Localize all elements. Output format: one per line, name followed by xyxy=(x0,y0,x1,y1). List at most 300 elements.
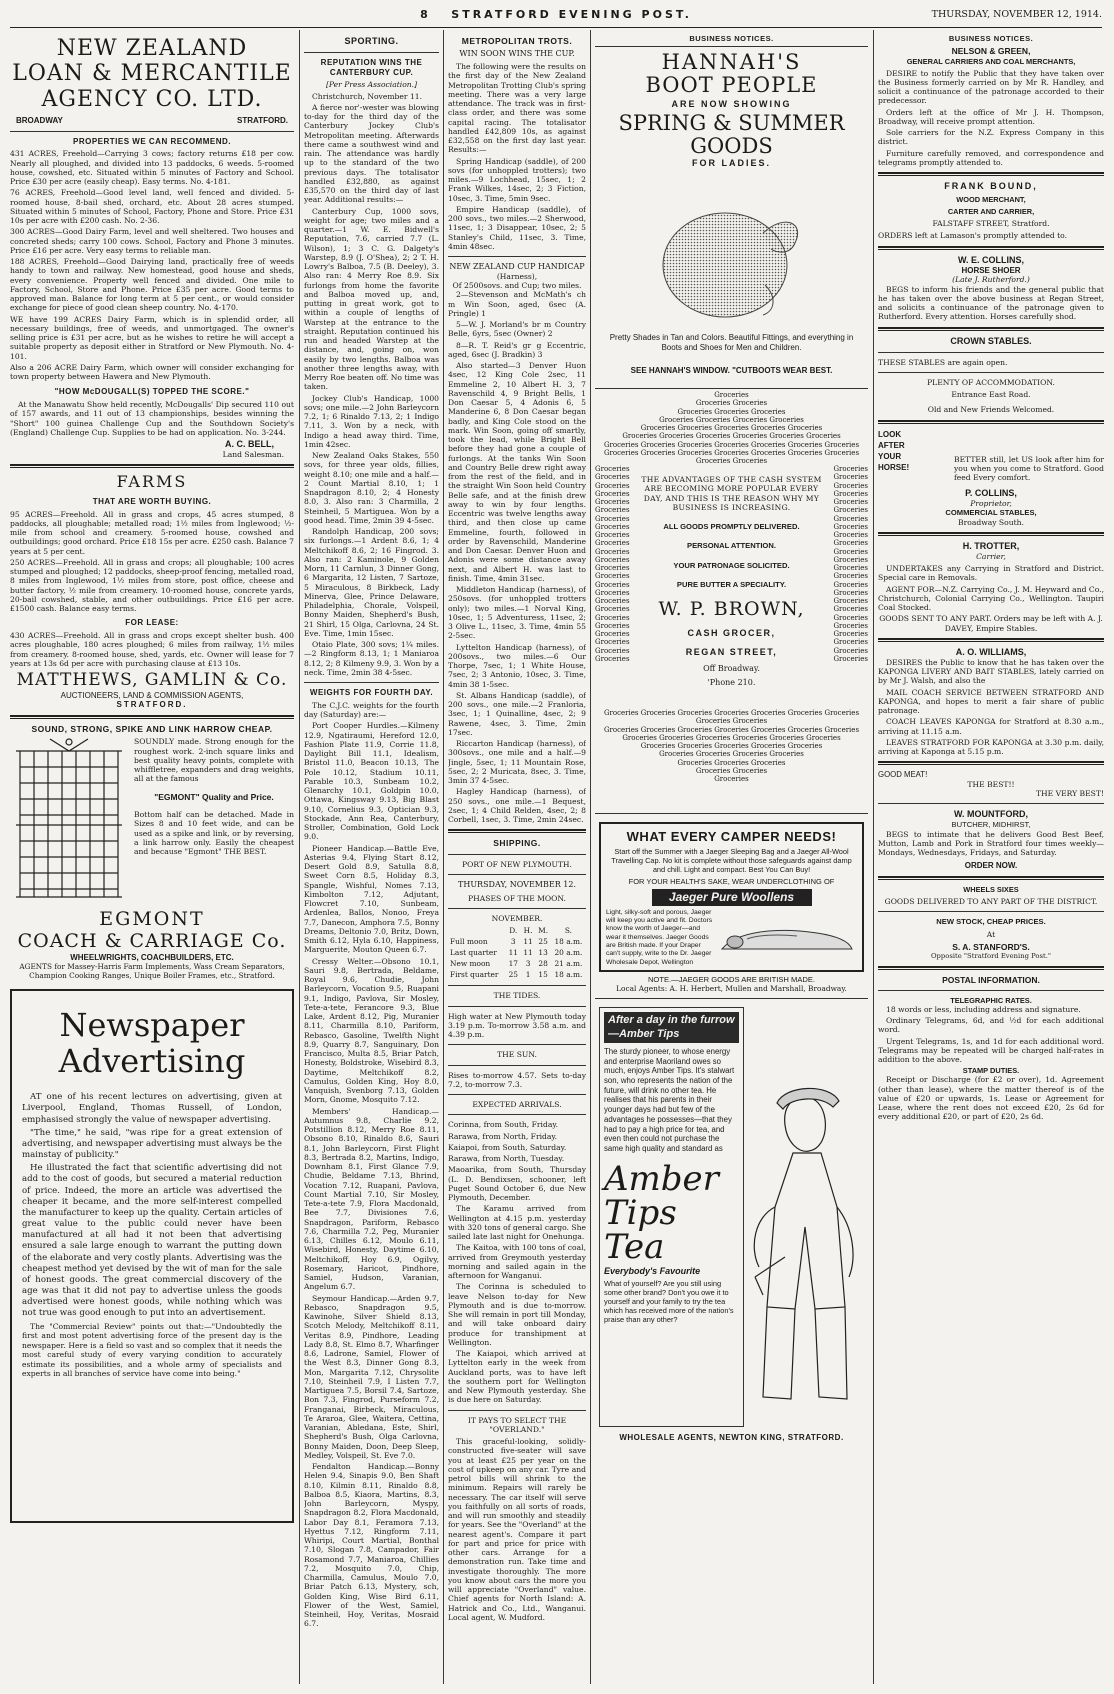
hannahs-slogan: SEE HANNAH'S WINDOW. "CUTBOOTS WEAR BEST. xyxy=(630,366,833,376)
bound-text: ORDERS left at Lamason's promptly attended to. xyxy=(878,231,1068,241)
result-paragraph: St. Albans Handicap (saddle), of 200 sovs., one mile.—2 Franloria, 3sec, 1; 1 Quinalline, 4sec, 2; 9 Rawene, 4sec, 3. Time, 2min 17sec. xyxy=(448,690,586,737)
jaeger-brand: Jaeger Pure Woollens xyxy=(652,889,812,906)
amber-headline: After a day in the furrow—Amber Tips xyxy=(604,1012,739,1042)
hat-illustration xyxy=(645,193,815,323)
article-paragraph: The "Commercial Review" points out that:—"Undoubtedly the first and most potent advertising force of the present day is the newspaper. Here is a field so vast and so complex that it needs the most careful study of every varying condition to accurately estimate its possibilities, and a whole army of specialists and experts in all branches of service have come into being." xyxy=(22,1321,282,1379)
groceries-word: Groceries xyxy=(833,522,868,531)
property-listing: 188 ACRES, Freehold—Good Dairying land, practically free of weeds handy to town and railway. New homestead, good house and sheds, every convenience. Property well fenced and divided. One mile to Factory, School, Store and Phone. Price £35 per acre. Good terms to approved man. Balance for long term at 5 per cent., or would consider exchange for piece of good clean sheep country. No. 4-170. xyxy=(10,257,294,313)
nelson-text: Furniture carefully removed, and correspondence and telegrams promptly attended to. xyxy=(878,148,1104,167)
article-paragraph: Randolph Handicap, 200 sovs; six furlongs.—1 Ardent 8.6, 1; 4 Meltchikoff 8.6, 2; 16 Fingrod. 3. Also ran: 2 Kaminole, 9 Golden Morn, 11 Carnlun, 3 Dinner Gong, 6 Margarita, 12 Listen, 7 Sartoze, 5 Miraculous, 8 Birkbeck, Lady Minerva, Glee, Prince Delaware, Philadelphia, Chorale, Volspeil, Bonny Maiden, Shepherd's Bush, 21 Shirl, 15 Olga, Carlovna, 24 St. Eve. Time, 1min 15sec. xyxy=(304,527,439,638)
groceries-word: Groceries xyxy=(595,621,630,630)
brown-line: ALL GOODS PROMPTLY DELIVERED. xyxy=(663,522,800,532)
auctioneer-town: STRATFORD. xyxy=(116,700,188,710)
result-paragraph: Riccarton Handicap (harness), of 300sovs., one mile and a half.—9 Jingle, 5sec, 1; 11 Mountain Rose, 5sec, 2; 2 Muricata, 8sec, 3. Time, 3min 37 4-5sec. xyxy=(448,739,586,786)
groceries-word: Groceries xyxy=(833,555,868,564)
nelson-text: Sole carriers for the N.Z. Express Company in this district. xyxy=(878,128,1104,147)
harrow-tagline: "EGMONT" Quality and Price. xyxy=(154,791,274,802)
sleeping-bag-illustration xyxy=(717,909,857,961)
trotter-text: AGENT FOR—N.Z. Carrying Co., J. M. Heyward and Co., Christchurch, Colonial Carrying Co., Wellington. Taupiri Coal Stocked. xyxy=(878,584,1104,613)
williams-text: DESIRES the Public to know that he has taken over the KAPONGA LIVERY AND BAIT STABLES, lately carried on by Mr J. Walsh, and also the xyxy=(878,657,1104,686)
mountford-text: BEGS to intimate that he delivers Good Best Beef, Mutton, Lamb and Pork in Stratford four times weekly—Mondays, Wednesdays, Fridays, and Saturday. xyxy=(878,829,1104,858)
moon-row xyxy=(448,969,586,980)
look-after-horse-ad xyxy=(878,429,1104,485)
bound-trade: WOOD MERCHANT, xyxy=(956,195,1026,204)
crown-line: PLENTY OF ACCOMMODATION. xyxy=(927,377,1055,387)
postal-text: Urgent Telegrams, 1s, and 1d for each additional word. Telegrams may be repeated will be charged half-rates in addition to the above. xyxy=(878,1036,1104,1065)
article-heading: WIN SOON WINS THE CUP. xyxy=(459,49,575,59)
moon-col-header: D. xyxy=(509,926,518,936)
shipping-date: THURSDAY, NOVEMBER 12. xyxy=(458,879,576,889)
jaeger-health: FOR YOUR HEALTH'S SAKE, WEAR UNDERCLOTHING OF xyxy=(628,877,835,887)
result-paragraph: Lyttelton Handicap (harness), of 200sovs., two miles.—6 Our Thorpe, 7sec, 1; 1 White House, 7sec, 2; 3 Antonio, 10sec, 3. Time, 4min 38 1-5sec. xyxy=(448,642,586,689)
tides-heading: THE TIDES. xyxy=(493,991,541,1001)
groceries-word: Groceries xyxy=(833,531,868,540)
groceries-word: Groceries xyxy=(595,514,630,523)
hannahs-title: HANNAH'S xyxy=(661,50,802,75)
masthead xyxy=(10,8,1102,24)
stanford-at: At xyxy=(986,929,996,939)
property-listing: Also a 206 ACRE Dairy Farm, which owner will consider exchanging for town property between Hawera and New Plymouth. xyxy=(10,362,294,382)
address-left: BROADWAY xyxy=(16,115,63,125)
moon-cell: 1 xyxy=(525,970,531,980)
cup-heading-3: Of 2500sovs. and Cup; two miles. xyxy=(452,281,582,291)
result-paragraph: 8—R. T. Reid's gr g Eccentric, aged, 6sec (J. Bradkin) 3 xyxy=(448,340,586,359)
farms-list xyxy=(10,510,294,614)
groceries-word: Groceries xyxy=(833,588,868,597)
amber-frame xyxy=(599,1007,744,1427)
page-number: 8 xyxy=(420,8,431,21)
groceries-line: Groceries Groceries Groceries xyxy=(677,407,786,416)
amber-question: What of yourself? Are you still using some other brand? Don't you owe it to yourself and your family to try the tea which has received more of the nation's praise than any other? xyxy=(604,1278,734,1324)
article-paragraph: "The time," he said, "was ripe for a great extension of advertising, and newspaper advertising must always be the mainstay of publicity." xyxy=(22,1127,282,1161)
bound-trade: CARTER AND CARRIER, xyxy=(947,207,1035,217)
crown-line: Entrance East Road. xyxy=(951,390,1031,399)
moon-cell: 11 xyxy=(508,948,518,958)
article-heading: REPUTATION WINS THE CANTERBURY CUP. xyxy=(320,57,423,77)
brown-off: Off Broadway. xyxy=(703,663,760,673)
masthead-rule xyxy=(10,27,1102,28)
stanford-name: S. A. STANFORD'S. xyxy=(952,941,1030,952)
sporting-article xyxy=(304,92,439,678)
mountford-cta: ORDER NOW. xyxy=(964,861,1018,871)
column-divider xyxy=(443,30,444,1684)
postal-text: 18 words or less, including address and signature. xyxy=(886,1004,1081,1014)
jaeger-headline: WHAT EVERY CAMPER NEEDS! xyxy=(626,829,837,845)
moon-cell: 11 xyxy=(523,937,533,947)
crown-line: Old and New Friends Welcomed. xyxy=(927,405,1055,415)
shipping-paragraph: The Karamu arrived from Wellington at 4.15 p.m. yesterday with 320 tons of general cargo. She sailed late last night for Onehunga. xyxy=(448,1204,586,1242)
moon-cell: Full moon xyxy=(450,937,488,947)
groceries-word: Groceries xyxy=(833,498,868,507)
groceries-word: Groceries xyxy=(833,465,868,474)
property-listing: 431 ACRES, Freehold—Carrying 3 cows; factory returns £18 per cow. Nearly all ploughed, and divided into 13 paddocks, 6 weeds. 5-roomed house, cowshed, etc. Situated within 5 minutes of Factory and School. Price £30 per acre (easily cheap). Easy terms. No. 4-181. xyxy=(10,149,294,187)
article-paragraph: The C.J.C. weights for the fourth day (Saturday) are:— xyxy=(304,700,439,720)
arrivals-list xyxy=(448,1120,586,1202)
collins-late: (Late J. Rutherford.) xyxy=(952,275,1030,285)
look-line: YOUR xyxy=(878,451,902,461)
brown-claim: THE ADVANTAGES OF THE CASH SYSTEM ARE BECOMING MORE POPULAR EVERY DAY, AND THIS IS THE REASON WHY MY BUSINESS IS INCREASING. xyxy=(641,475,822,512)
nelson-text: Orders left at the office of Mr J. H. Thompson, Broadway, will receive prompt attention. xyxy=(878,107,1104,126)
hannahs-sub: ARE NOW SHOWING xyxy=(671,99,792,110)
moon-cell: 18 a.m. xyxy=(554,970,583,980)
trotter-name: H. TROTTER, xyxy=(962,540,1020,551)
groceries-word: Groceries xyxy=(595,489,630,498)
arrival-item: Rarawa, from North, Friday. xyxy=(448,1131,558,1141)
williams-name: A. O. WILLIAMS, xyxy=(955,646,1027,657)
groceries-line: Groceries Groceries Groceries Groceries Groceries Groceries Groceries Groceries Groceries xyxy=(603,448,860,466)
moon-row xyxy=(448,958,586,969)
moon-cell: Last quarter xyxy=(450,948,497,958)
trotter-text: UNDERTAKES any Carrying in Stratford and District. Special care in Removals. xyxy=(878,564,1104,583)
hannahs-title-2: BOOT PEOPLE xyxy=(645,73,818,98)
amber-body: The sturdy pioneer, to whose energy and enterprise Maoriland owes so much, enjoys Amber Tips. It's stalwart son, who represents the nation of the future, will drink no other tea. He realises that his parents in their younger days had but few of the advantages he possesses—that they had to pay a high price for tea, and even then could not purchase the same high quality and standard as xyxy=(604,1046,735,1154)
shipping-heading: SHIPPING. xyxy=(493,838,541,849)
tides-text: High water at New Plymouth today 3.19 p.m. To-morrow 3.58 a.m. and 4.39 p.m. xyxy=(448,1011,586,1040)
farms-subtitle: THAT ARE WORTH BUYING. xyxy=(92,496,212,506)
groceries-word: Groceries xyxy=(833,638,868,647)
moon-cell: New moon xyxy=(450,959,491,969)
mountford-trade: BUTCHER, MIDHIRST, xyxy=(951,820,1031,830)
groceries-line: Groceries Groceries Groceries Groceries Groceries Groceries Groceries Groceries Groceries xyxy=(603,709,860,726)
cup-heading-2: (Harness), xyxy=(496,271,538,281)
section-heading: BUSINESS NOTICES. xyxy=(689,34,774,43)
moon-col-header: S. xyxy=(564,926,572,936)
groceries-word: Groceries xyxy=(833,621,868,630)
groceries-word: Groceries xyxy=(833,630,868,639)
groceries-word: Groceries xyxy=(595,580,630,589)
overland-heading: IT PAYS TO SELECT THE "OVERLAND." xyxy=(467,1415,567,1434)
arrival-item: Kaiapoi, from South, Saturday. xyxy=(448,1142,567,1152)
groceries-word: Groceries xyxy=(595,547,630,556)
properties-heading: PROPERTIES WE CAN RECOMMEND. xyxy=(72,136,231,146)
collins-trade: HORSE SHOER xyxy=(961,265,1021,275)
newspaper-title: STRATFORD EVENING POST. xyxy=(451,8,692,21)
result-paragraph: Middleton Handicap (harness), of 250sovs. (for unhoppled trotters only); two miles.—1 Norval King, 10sec, 1; 5 Adventuress, 11sec, 2; 3 Olive L., 11sec, 3. Time, 4min 55 2-5sec. xyxy=(448,585,586,641)
result-paragraph: 5—W. J. Morland's br m Country Belle, 6yrs, 5sec (Owner) 2 xyxy=(448,320,586,339)
jaeger-body: Light, silky-soft and porous, Jaeger will keep you active and fit. Doctors know the worth of Jaeger—and wear it themselves. Jaeger Goods are British made. If your Draper can't supply, write to the Dr. Jaeger Wholesale Depot, Wellington xyxy=(606,908,713,966)
jaeger-local: Local Agents: A. H. Herbert, Mullen and Marshall, Broadway. xyxy=(616,984,847,994)
loan-agency-ad xyxy=(10,36,294,459)
shipping-paragraph: The Kaitoa, with 100 tons of coal, arrived from Greymouth yesterday morning and sailed again in the afternoon for Wanganui. xyxy=(448,1243,586,1281)
stamp-heading: STAMP DUTIES. xyxy=(962,1066,1020,1076)
brown-grocer-ad xyxy=(595,391,868,811)
groceries-line: Groceries Groceries Groceries Groceries Groceries Groceries Groceries xyxy=(603,440,860,449)
jaeger-note: NOTE.—JAEGER GOODS ARE BRITISH MADE. xyxy=(647,975,816,985)
moon-cell: 13 xyxy=(538,948,548,958)
column-divider xyxy=(873,30,874,1684)
score-heading: "HOW McDOUGALL(S) TOPPED THE SCORE." xyxy=(54,387,250,397)
moon-cell: 28 xyxy=(538,959,548,969)
groceries-word: Groceries xyxy=(595,564,630,573)
article-paragraph: Canterbury Cup, 1000 sovs, weight for age; two miles and a quarter.—1 W. E. Bidwell's Reputation, 7.6, carried 7.7 (L. Wilson), 1; 3 C. G. Dalgety's Warstep, 8.9 (J. O'Shea), 2; 2 T. H. Lowry's Balboa, 7.5 (B. Deeley), 3. Also ran: 4 Merry Roe 8.9. Six furlongs from home the favorite and Balboa moved up, and, putting in great work, got to within a couple of lengths of Warstep at the entrance to the straight. Reputation continued his run and headed Warstep at the distance, and, going on, won easily by two lengths. Balboa was another three lengths away, with Merry Roe beaten off. No time was taken. xyxy=(304,206,439,392)
groceries-word: Groceries xyxy=(833,605,868,614)
groceries-line: Groceries xyxy=(714,775,749,784)
signature: A. C. BELL, xyxy=(225,439,274,450)
brown-name: W. P. BROWN, xyxy=(658,598,805,621)
look-line: AFTER xyxy=(878,440,905,450)
groceries-word: Groceries xyxy=(833,547,868,556)
cup-results xyxy=(448,290,586,824)
article-paragraph: Empire Handicap (saddle), of 200 sovs., two miles.—2 Sherwood, 11sec, 1; 3 Disappear, 10sec, 2; 5 Stanley's Child, 11sec, 3. Time, 4min 48sec. xyxy=(448,204,586,251)
groceries-word: Groceries xyxy=(595,630,630,639)
pcollins-address: Broadway South. xyxy=(958,517,1024,527)
result-paragraph: Hagley Handicap (harness), of 250 sovs., one mile.—1 Bequest, 2sec, 1; 4 Child Relden, 4sec, 2; 8 Corbell, 1sec, 3. Time, 2min 24sec. xyxy=(448,787,586,825)
meat-line: THE VERY BEST! xyxy=(1035,789,1104,799)
signature-title: Land Salesman. xyxy=(222,450,284,460)
stanford-line: WHEELS SIXES xyxy=(963,885,1019,895)
look-text: BETTER still, let US look after him for you when you come to Stratford. Good feed Every comfort. xyxy=(954,454,1104,482)
shipping-paragraph: The Corinna is scheduled to leave Nelson to-day for New Plymouth and is due to-morrow. She will remain in port till Monday, and will take onboard dairy produce for transhipment at Wellington. xyxy=(448,1282,586,1347)
ad-heading: AGENCY CO. LTD. xyxy=(41,86,263,112)
brown-line: YOUR PATRONAGE SOLICITED. xyxy=(673,560,790,570)
groceries-word: Groceries xyxy=(595,531,630,540)
groceries-line: Groceries Groceries Groceries xyxy=(677,758,786,767)
property-listing: 76 ACRES, Freehold—Good level land, well fenced and divided. 5-roomed house, 8-bail shed, orchard, etc. About 28 acres stumped. Situated within 5 minutes of School, Factory, Phone and Store. Price £31 10s per acre with £200 cash. No. 2-36. xyxy=(10,188,294,226)
result-paragraph: 2—Stevenson and McMath's ch m Win Soon, aged, 6sec (A. Pringle) 1 xyxy=(448,290,586,318)
groceries-word: Groceries xyxy=(595,522,630,531)
farm-listing: 250 ACRES—Freehold. All in grass and crops; all ploughable; 100 acres stumped and ploughed; 12 paddocks, sheep-proof fencing, metalled road, 8 miles from Inglewood, 1½ miles from store, post office, cheese and butter factory, ½ mile from creamery. 10-roomed house, concrete yards, 20-bail cowshed, stable, and other outbuildings. Price £16 per acre. £1500 cash. Balance easy terms. xyxy=(10,557,294,613)
article-title-2: Advertising xyxy=(58,1042,246,1081)
moon-cell: 11 xyxy=(523,948,533,958)
groceries-word: Groceries xyxy=(595,506,630,515)
hannahs-goods: GOODS xyxy=(690,134,773,159)
groceries-word: Groceries xyxy=(833,506,868,515)
groceries-line: Groceries xyxy=(714,391,749,400)
egmont-subtitle: COACH & CARRIAGE Co. xyxy=(17,930,287,953)
meat-line: GOOD MEAT! xyxy=(878,770,928,780)
ad-heading: LOAN & MERCANTILE xyxy=(12,61,292,87)
groceries-line: Groceries Groceries Groceries Groceries xyxy=(659,750,804,759)
moon-cell: 17 xyxy=(508,959,518,969)
farm-listing: 95 ACRES—Freehold. All in grass and crops, 45 acres stumped, 8 paddocks, all ploughable; metalled road; 1½ miles from Inglewood; ½-mile from school and creamery. 5-roomed house, cowshed and outbuildings; good orchard. Price £18 15s per acre. £250 cash. Balance 7 years at 5 per cent. xyxy=(10,509,294,556)
groceries-word: Groceries xyxy=(833,646,868,655)
article-paragraph: New Zealand Oaks Stakes, 550 sovs, for three year olds, fillies, weight 8.10; one mile and a half.—2 Count Martial 8.10, 1; 1 Snapdragon 8.10, 2; 4 Honesty 8.0, 3. Also ran: 3 Charmilla, 2 Steinheil, 5 Martiguea. Won by a good head. Time, 2min 39 4-5sec. xyxy=(304,451,439,525)
moon-row xyxy=(448,936,586,947)
bound-address: FALSTAFF STREET, Stratford. xyxy=(932,219,1050,229)
amber-brand: Amber Tips Tea xyxy=(604,1158,719,1267)
groceries-word: Groceries xyxy=(595,481,630,490)
groceries-word: Groceries xyxy=(833,539,868,548)
moon-col-header: H. xyxy=(523,926,533,936)
harrow-heading: SOUND, STRONG, SPIKE AND LINK HARROW CHEAP. xyxy=(31,724,273,735)
shipping-news xyxy=(448,1204,586,1404)
column-1 xyxy=(10,30,294,1685)
agency-address xyxy=(16,116,288,126)
groceries-word: Groceries xyxy=(595,646,630,655)
moon-cell: 3 xyxy=(525,959,531,969)
collins-name: W. E. COLLINS, xyxy=(957,254,1024,265)
article-paragraph: He illustrated the fact that scientific advertising did not add to the cost of goods, but secured a material reduction of price. Indeed, the more an article was advertised the cheaper it became, and the more self-interest compelled the manufacturer to keep up the quality. Certain articles of great value to the public could never have been manufactured at all had it not been that advertising ensured a sale large enough to warrant the putting down of the elaborate and very costly plants. Advertising was the cheapest method yet devised by the wit of man for the sale of honest goods. The great commercial discovery of the age was that it did not pay to advertise unless the goods advertised were honest goods, while nothing which was not true was good enough to put into an advertisement. xyxy=(22,1163,282,1319)
lease-text: 430 ACRES—Freehold. All in grass and crops except shelter bush. 400 acres ploughable, 180 acres ploughed; 6 miles from railway, 1½ miles from creamery. 8-roomed house, shed, yards, etc. Owner will lease for 7 years at 13s 6d per acre with purchasing clause at £13 10s. xyxy=(10,631,294,668)
groceries-word: Groceries xyxy=(833,572,868,581)
brown-phone: 'Phone 210. xyxy=(707,677,756,687)
stanford-text: GOODS DELIVERED TO ANY PART OF THE DISTRICT. xyxy=(884,897,1098,907)
egmont-title: EGMONT xyxy=(99,908,205,931)
byline: [Per Press Association.] xyxy=(325,80,418,90)
farmer-illustration xyxy=(745,1057,865,1427)
crown-name: CROWN STABLES. xyxy=(950,335,1032,346)
article-paragraph: The following were the results on the first day of the New Zealand Metropolitan Trotting Club's spring meeting. There was a very large attendance. The track was in first-class order, and there was some capital racing. The totalisator handled £42,809 10s, as against £32,558 on the first day last year. Results:— xyxy=(448,62,586,155)
jaeger-ad xyxy=(599,822,864,972)
egmont-trades: WHEELWRIGHTS, COACHBUILDERS, ETC. xyxy=(70,953,234,963)
moon-cell: 21 a.m. xyxy=(554,959,583,969)
sun-heading: THE SUN. xyxy=(497,1050,537,1060)
overland-text: This graceful-looking, solidly-constructed five-seater will save you at least £25 per year on the cost of upkeep on any car. Tyre and petrol bills will shrink to the minimum. Repairs will rarely be necessary. The car itself will serve you faithfully on all sorts of roads, and will run smoothly and steadily for years. See the "Overland" at the nearest agent's. Compare it part for part and price for price with other cars. Arrange for a demonstration run. Take time and investigate thoroughly. The more you know about cars the more you will appreciate "Overland" value. Chief agents for North Island: A. Hatrick and Co., Ltd., Wanganui. Local agent, W. Mudford. xyxy=(448,1437,586,1622)
moon-month: NOVEMBER. xyxy=(491,913,543,923)
look-line: HORSE! xyxy=(878,463,910,473)
mountford-name: W. MOUNTFORD, xyxy=(954,809,1028,820)
moon-cell: 25 xyxy=(508,970,518,980)
column-2 xyxy=(304,30,439,1685)
article-heading: WEIGHTS FOR FOURTH DAY. xyxy=(309,688,434,698)
collins-text: BEGS to inform his friends and the general public that he has taken over the above business at Regan Street, and solicits a continuance of the patronage given to Rutherford. Every attention. Horses carefully shod. xyxy=(878,284,1104,322)
williams-text: MAIL COACH SERVICE BETWEEN STRATFORD AND KAPONGA, and hopes to merit a fair share of public patronage. xyxy=(878,687,1104,716)
look-line: LOOK xyxy=(878,429,902,439)
pcollins-name: P. COLLINS, xyxy=(965,488,1017,499)
harrow-text-2: Bottom half can be detached. Made in Sizes 8 and 10 feet wide, and can be used as a spike and link, or by reversing, a link harrow only. Easily the cheapest and because "Egmont" THE BEST. xyxy=(134,810,294,857)
lease-heading: FOR LEASE: xyxy=(125,618,179,628)
moon-col-header: M. xyxy=(538,926,549,936)
newspaper-advertising-article xyxy=(10,989,294,1523)
nelson-name: NELSON & GREEN, xyxy=(951,46,1031,57)
groceries-line: Groceries Groceries xyxy=(695,399,768,408)
trots-article xyxy=(448,62,586,251)
column-divider xyxy=(299,30,300,1684)
groceries-word: Groceries xyxy=(833,514,868,523)
groceries-word: Groceries xyxy=(595,638,630,647)
farms-title: FARMS xyxy=(116,472,188,492)
auctioneer-name: MATTHEWS, GAMLIN & Co. xyxy=(16,670,288,690)
pcollins-stables: COMMERCIAL STABLES, xyxy=(945,508,1037,518)
groceries-line: Groceries Groceries Groceries Groceries xyxy=(659,415,804,424)
jaeger-sub: Start off the Summer with a Jaeger Sleeping Bag and a Jaeger All-Wool Travelling Cap. No kit is complete without those safeguards against damp and chill. Light and compact. Best You Can Buy! xyxy=(611,847,852,875)
hannahs-season: SPRING & SUMMER xyxy=(618,111,845,136)
amber-tips-ad xyxy=(595,1007,868,1447)
harrow-ad xyxy=(10,724,294,981)
moon-heading: PHASES OF THE MOON. xyxy=(468,893,566,903)
groceries-line: Groceries Groceries Groceries Groceries Groceries Groceries xyxy=(622,432,841,441)
weights-article xyxy=(304,701,439,1629)
article-paragraph: Cressy Welter.—Obsono 10.1, Sauri 9.8, Bertrada, Beldame, Royal 9.6, Chudie, John Barleycorn, Vocation 9.5, Ruapani 9.1, Indigo, Pavlova, Sir Mosley, Tete-a-tete, Ferancore 9.3, Blue Lake, Ardent 8.12, Pig, Muranier 8.11, Charmilla 8.10, Pariform, Rebasco, Gasoline, Twelfth Night 8.9, Quarry 8.7, Sanguinary, Don Francisco, Multa 8.5, Briar Patch, Honesty, Boldstroke, Wisebird 8.3, Daytime, Meltchikoff 8.2, Camulus, Golden King, Hoy 8.0, Vanquish, Svenborg 7.13, Golden Morn, Gnome, Mosquito 7.12. xyxy=(304,956,439,1105)
score-text: At the Manawatu Show held recently, McDougalls' Dip secured 110 out of 157 awards, and 11 out of 13 championships, besides winning the "Short" 100 guinea Challenge Cup and the Southdown Society's (England) Challenge Cup. Supplies to be had on application. No. 3-244. xyxy=(10,400,294,437)
article-paragraph: A fierce nor'-wester was blowing to-day for the third day of the Canterbury Jockey Club's Metropolitan meeting. Afterwards there came a southwest wind and rain. The attendance was hardly up to the standard of the two previous days. The totalisator handled £32,880, as against £35,570 on the third day of last year. Additional results:— xyxy=(304,102,439,205)
address-right: STRATFORD. xyxy=(237,115,288,125)
amber-wholesale: WHOLESALE AGENTS, NEWTON KING, STRATFORD. xyxy=(619,1433,844,1443)
meat-line: THE BEST!! xyxy=(967,779,1015,789)
brown-line: PERSONAL ATTENTION. xyxy=(687,541,776,551)
groceries-word: Groceries xyxy=(833,564,868,573)
groceries-word: Groceries xyxy=(833,473,868,482)
stanford-opposite: Opposite "Stratford Evening Post." xyxy=(930,952,1052,961)
groceries-word: Groceries xyxy=(833,580,868,589)
postal-heading: POSTAL INFORMATION. xyxy=(942,974,1040,985)
groceries-word: Groceries xyxy=(833,481,868,490)
arrival-item: Corinna, from South, Friday. xyxy=(448,1120,559,1130)
property-listing: WE have 199 ACRES Dairy Farm, which is in splendid order, all necessary buildings, free of weeds, and unmortgaged. The owner's selling price is £31 per acre, but as he wishes to retire he will accept a suitable property as deposit either in Stratford or New Plymouth. No. 4-101. xyxy=(10,314,294,361)
harrow-illustration xyxy=(10,737,128,905)
harrow-text: SOUNDLY made. Strong enough for the roughest work. 2-inch square links and best quality heavy points, complete with whiffletree, expanders and drag weights, all at the famous xyxy=(134,737,294,784)
pcollins-role: Proprietor, xyxy=(970,499,1012,509)
cup-heading: NEW ZEALAND CUP HANDICAP xyxy=(449,262,585,272)
groceries-word: Groceries xyxy=(595,473,630,482)
postal-text: Ordinary Telegrams, 6d, and ½d for each additional word. xyxy=(878,1016,1104,1035)
moon-cell: 3 xyxy=(510,937,516,947)
groceries-word: Groceries xyxy=(833,654,868,663)
crown-text: THESE STABLES are again open. xyxy=(878,357,1008,367)
moon-cell: 25 xyxy=(538,937,548,947)
williams-text: LEAVES STRATFORD FOR KAPONGA at 3.30 p.m. daily, arriving at Kaponga at 5.15 p.m. xyxy=(878,737,1104,757)
article-paragraph: Fendalton Handicap.—Bonny Helen 9.4, Sinapis 9.0, Ben Shaft 8.10, Kilmin 8.11, Rinaldo 8.8, Balboa 8.5, Kiaora, Martins, 8.3, John Barleycorn, Myspy, Snapdragon 8.2, Flora Macdonald, Labor Day 8.1, Feramora 7.13, Hyettus 7.12, Ringform 7.11, Whiripi, Court Martial, Bonthal 7.10, Slogan 7.8, Campador, Fair Rosamond 7.7, Maniaroa, Chillies 7.2, Mosquito 7.0, Chip, Charmilla, Camulus, Moulo 7.0, Briar Patch 6.13, Mystery, sch, Golden King, Wise Bird 6.11, Flower of the West, Samiel, Steinheil, Hoy, Veritas, Mosraid 6.7. xyxy=(304,1462,439,1629)
groceries-word: Groceries xyxy=(833,597,868,606)
article-title: Newspaper xyxy=(59,1005,245,1044)
nelson-text: DESIRE to notify the Public that they have taken over the Business formerly carried on by Mr R. Handley, and solicit a continuance of the patronage accorded to their predecessor. xyxy=(878,68,1104,106)
nelson-trade: GENERAL CARRIERS AND COAL MERCHANTS, xyxy=(906,56,1076,66)
article-paragraph: Spring Handicap (saddle), of 200 sovs (for unhoppled trotters); two miles.—9 Lochhead, 15sec, 1; 2 Frank Wilkes, 14sec, 2; 3 Fiction, 10sec, 3. Time, 5min 9sec. xyxy=(448,156,586,203)
groceries-word: Groceries xyxy=(595,498,630,507)
groceries-word: Groceries xyxy=(595,555,630,564)
groceries-word: Groceries xyxy=(595,597,630,606)
column-3 xyxy=(448,30,586,1685)
farms-ad xyxy=(10,473,294,710)
section-heading: METROPOLITAN TROTS. xyxy=(461,36,573,46)
hannahs-for: FOR LADIES. xyxy=(691,158,771,169)
groceries-word: Groceries xyxy=(595,605,630,614)
amber-fav: Everybody's Favourite xyxy=(604,1265,701,1276)
groceries-line: Groceries Groceries Groceries Groceries Groceries xyxy=(640,424,823,433)
trotter-role: Carrier, xyxy=(976,551,1006,561)
moon-cell: 15 xyxy=(538,970,548,980)
result-paragraph: Also started—3 Denver Huon 4sec, 12 King Cole 2sec, 11 Emmeline 2, 10 Albert H. 3, 7 Ravenschild 4, 9 Bright Bells, 1 Don Caesar 5, 4 Adonis 6, 5 Manderine 6, 8 Don Caesar began badly, and King Cole stood on the mark. Win Soon, going off smartly, took the lead, while Bright Bell before they had gone a couple of furlongs. At the tanks Win Soon and Country Belle drew right away from the rest of the field, and in the straight Win Soon held Country Belle safe, and at the finish drew away to win by four lengths. Eccentric was twelve lengths away third, and then close up came Emmeline, fourth, followed in order by Ravenschild, Manderine and Don Caesar. Denver Huon and Adonis were some distance away next, and Albert H. was last to finish. Time, 4min 31sec. xyxy=(448,361,586,583)
groceries-line: Groceries Groceries Groceries Groceries Groceries Groceries xyxy=(622,733,841,742)
brown-street: REGAN STREET, xyxy=(685,647,778,657)
williams-text: COACH LEAVES KAPONGA for Stratford at 8.30 a.m., arriving at 11.15 a.m. xyxy=(878,717,1104,736)
article-paragraph: Seymour Handicap.—Arden 9.7, Rebasco, Snapdragon 9.5, Kawinohe, Silver Shield 8.13, Scotch Melody, Meltchikoff 8.11, Veritas 8.9, Pindhore, Leading Lady 8.8, St. Elmo 8.7, Wharfinger 8.6, Ladrone, Samiel, Flower of the West 8.3, Dinner Gong 8.3, Mon, Margarita 7.12, Chrysolite 7.10, Steinheil 7.9, I Listen 7.7, Martiguea 7.5, Borsil 7.4, Sartoze, Bon 7.3, Fingrod, Purseform 7.2, Franganai, Birbeck, Miraculous, Te Araroa, Glee, Waitera, Cettina, Varanian, Abledana, Este, Shirl, Shepherd's Bush, Olga Carlovna, Bonny Maiden, Doon, Deep Sleep, Medley, Volspeil, St. Eve 7.0. xyxy=(304,1293,439,1460)
brown-role: CASH GROCER, xyxy=(687,628,776,639)
bound-name: FRANK BOUND, xyxy=(944,181,1038,192)
arrival-item: Maoarika, from South, Thursday (L. D. Bendixsen, schooner, left Puget Sound October 6, due New Plymouth, December. xyxy=(448,1165,586,1203)
article-paragraph: Christchurch, November 11. xyxy=(312,91,423,101)
article-paragraph: AT one of his recent lectures on advertising, given at Liverpool, England, Thomas Russell, of London, emphasised strongly the value of newspaper advertising. xyxy=(22,1092,282,1125)
article-paragraph: Port Cooper Hurdles.—Kilmeny 12.9, Ngatiraumi, Hereford 12.0, Fashion Plate 11.9, Corrie 11.8, Daylight Bill 11.1, Idealism, Bristol 11.0, Beacon 10.13, The Pole 10.12, Stadium 10.11, Parable 10.3, Sunbeam 10.2, Glenarchy 10.1, Goldpin 10.0, Ottawa, Kingsway 9.13, Big Blast 9.10, Cornelius 9.3, Optician 9.3, Stockade, Ann Rea, Canterbury, Stroller, Combination, Gold Lock 9.0. xyxy=(304,721,439,842)
groceries-word: Groceries xyxy=(595,588,630,597)
column-divider xyxy=(590,30,591,1684)
hannahs-desc: Pretty Shades in Tan and Colors. Beautiful Fittings, and everything in Boots and Shoes for Men and Children. xyxy=(609,333,854,352)
hannahs-ad xyxy=(595,51,868,386)
ad-heading: NEW ZEALAND xyxy=(56,36,248,61)
moon-table xyxy=(448,925,586,980)
brown-line: PURE BUTTER A SPECIALITY. xyxy=(676,579,787,589)
telegraph-heading: TELEGRAPHIC RATES. xyxy=(950,995,1032,1005)
arrivals-heading: EXPECTED ARRIVALS. xyxy=(472,1100,562,1110)
article-paragraph: Jockey Club's Handicap, 1000 sovs; one mile.—2 John Barleycorn 7.2, 1; 6 Rinaldo 7.13, 2; 1 Indigo 7.11, 3. Won by a neck, with Indigo a head away third. Time, 1min 42sec. xyxy=(304,393,439,449)
section-heading: SPORTING. xyxy=(344,36,399,46)
shipping-paragraph: The Kaiapoi, which arrived at Lyttelton early in the week from Auckland ports, was to have left the southern port for Wellington and New Plymouth yesterday. She is due here on Saturday. xyxy=(448,1349,586,1405)
article-paragraph: Otaio Plate, 300 sovs; 1¼ miles.—2 Ringform 8.13, 1; 1 Maniaroa 8.12, 2; 8 Kilmeny 9.9, 3. Won by a neck. Time, 2min 38 4-5sec. xyxy=(304,640,439,677)
column-5 xyxy=(878,30,1104,1685)
moon-cell: 18 a.m. xyxy=(554,937,583,947)
groceries-line: Groceries Groceries xyxy=(695,766,768,775)
property-listing: 300 ACRES—Good Dairy Farm, level and well sheltered. Two houses and concreted sheds; carry 100 cows. School, Factory and Phone 3 minutes. Price £16 per acre. Very easy terms to reliable man. xyxy=(10,227,294,255)
masthead-date: THURSDAY, NOVEMBER 12, 1914. xyxy=(931,9,1102,20)
section-heading: BUSINESS NOTICES. xyxy=(948,34,1034,43)
groceries-word: Groceries xyxy=(595,539,630,548)
properties-list xyxy=(10,149,294,381)
stanford-stock: NEW STOCK, CHEAP PRICES. xyxy=(936,917,1046,927)
groceries-word: Groceries xyxy=(595,465,630,474)
groceries-word: Groceries xyxy=(595,572,630,581)
sun-text: Rises to-morrow 4.57. Sets to-day 7.2, to-morrow 7.3. xyxy=(448,1070,586,1089)
groceries-word: Groceries xyxy=(595,613,630,622)
